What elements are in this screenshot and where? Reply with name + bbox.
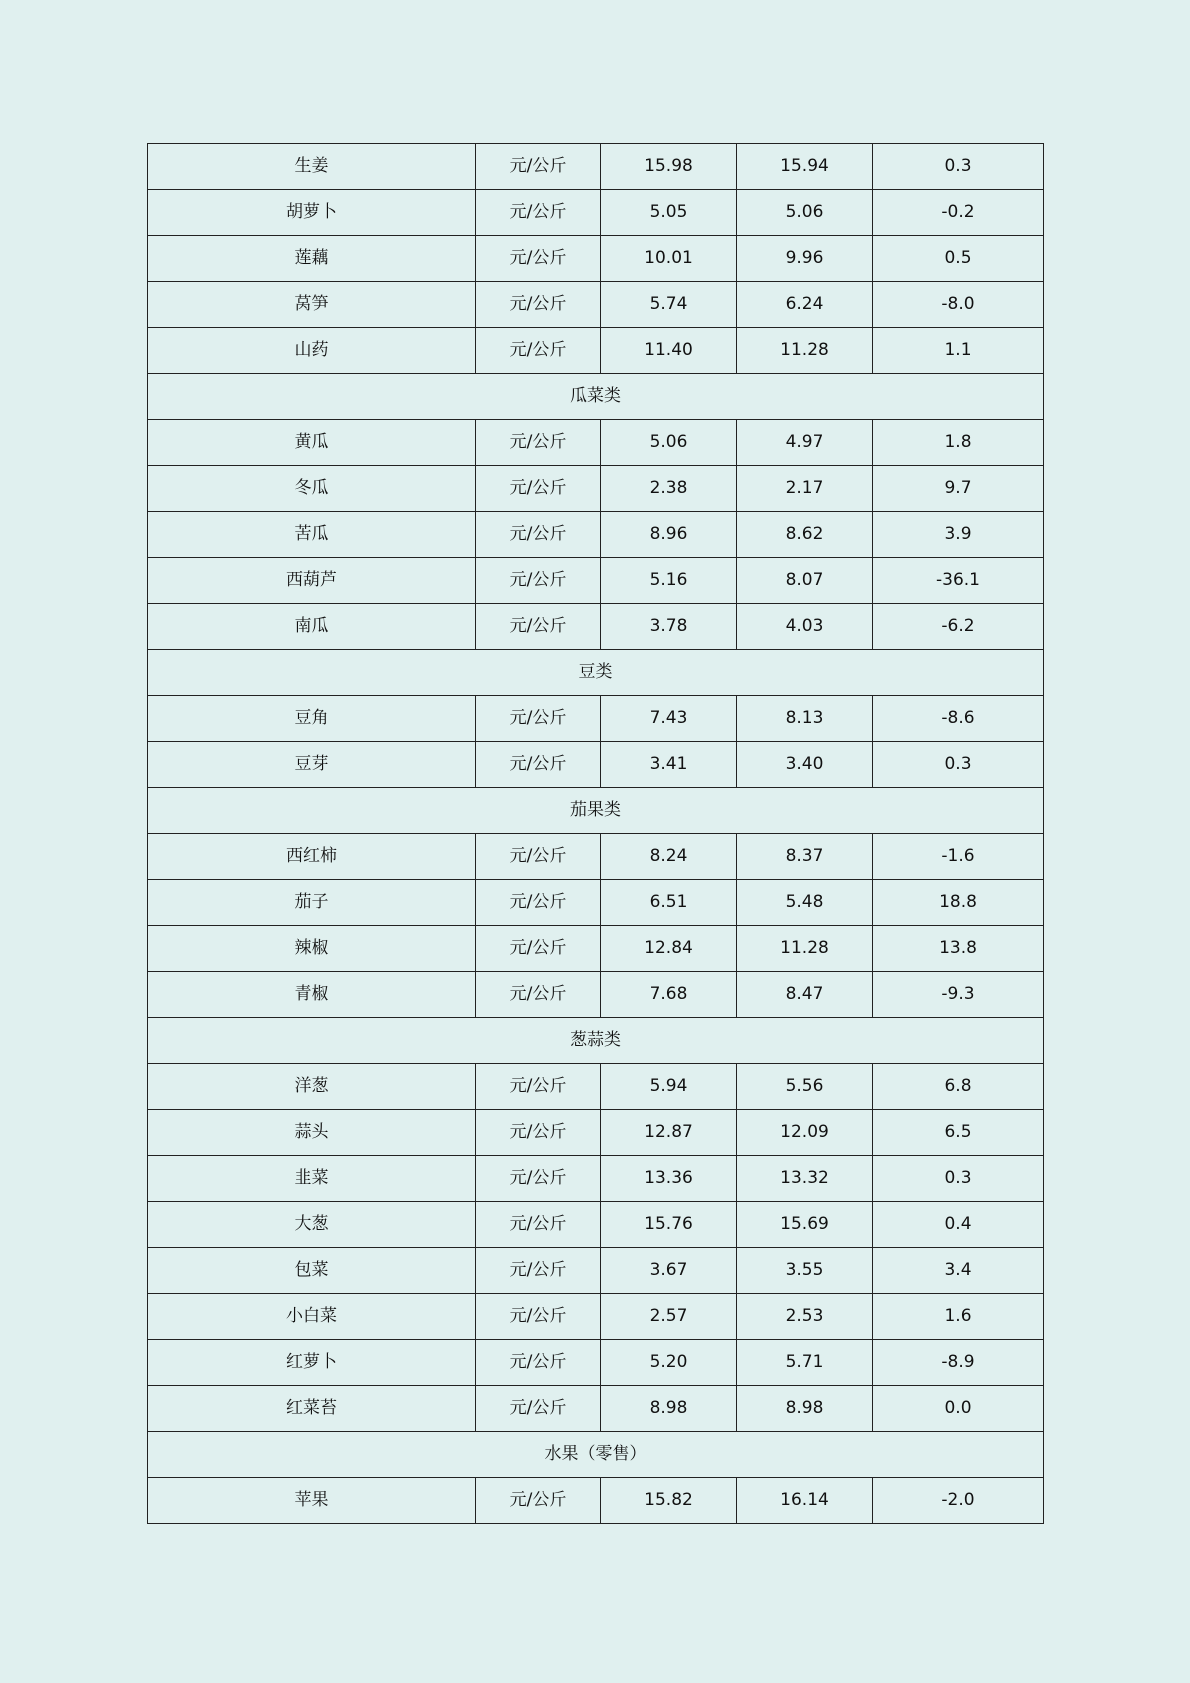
change-percent-cell: 1.8 — [873, 420, 1044, 466]
previous-price-cell: 4.03 — [737, 604, 873, 650]
price-table-body — [148, 144, 1044, 1524]
previous-price-cell: 4.97 — [737, 420, 873, 466]
change-percent-cell: 1.6 — [873, 1294, 1044, 1340]
table-row — [148, 144, 1044, 190]
previous-price-cell: 15.69 — [737, 1202, 873, 1248]
previous-price-cell: 5.71 — [737, 1340, 873, 1386]
unit-cell: 元/公斤 — [476, 420, 601, 466]
current-price-cell: 10.01 — [601, 236, 737, 282]
previous-price-cell: 15.94 — [737, 144, 873, 190]
current-price-cell: 5.74 — [601, 282, 737, 328]
current-price-cell: 5.20 — [601, 1340, 737, 1386]
unit-cell: 元/公斤 — [476, 1064, 601, 1110]
unit-cell: 元/公斤 — [476, 558, 601, 604]
unit-cell: 元/公斤 — [476, 742, 601, 788]
change-percent-cell: -1.6 — [873, 834, 1044, 880]
item-name-cell: 山药 — [148, 328, 476, 374]
item-name-cell: 韭菜 — [148, 1156, 476, 1202]
table-row — [148, 1294, 1044, 1340]
current-price-cell: 8.24 — [601, 834, 737, 880]
item-name-cell: 豆芽 — [148, 742, 476, 788]
previous-price-cell: 12.09 — [737, 1110, 873, 1156]
current-price-cell: 5.06 — [601, 420, 737, 466]
current-price-cell: 3.41 — [601, 742, 737, 788]
previous-price-cell: 8.47 — [737, 972, 873, 1018]
current-price-cell: 6.51 — [601, 880, 737, 926]
unit-cell: 元/公斤 — [476, 1478, 601, 1524]
current-price-cell: 7.43 — [601, 696, 737, 742]
current-price-cell: 12.87 — [601, 1110, 737, 1156]
current-price-cell: 2.57 — [601, 1294, 737, 1340]
current-price-cell: 2.38 — [601, 466, 737, 512]
category-label: 水果（零售） — [148, 1432, 1044, 1478]
table-row — [148, 1386, 1044, 1432]
table-row — [148, 972, 1044, 1018]
unit-cell: 元/公斤 — [476, 144, 601, 190]
change-percent-cell: 0.5 — [873, 236, 1044, 282]
unit-cell: 元/公斤 — [476, 1340, 601, 1386]
item-name-cell: 南瓜 — [148, 604, 476, 650]
item-name-cell: 黄瓜 — [148, 420, 476, 466]
previous-price-cell: 8.98 — [737, 1386, 873, 1432]
change-percent-cell: -2.0 — [873, 1478, 1044, 1524]
change-percent-cell: 9.7 — [873, 466, 1044, 512]
unit-cell: 元/公斤 — [476, 512, 601, 558]
previous-price-cell: 5.06 — [737, 190, 873, 236]
previous-price-cell: 11.28 — [737, 328, 873, 374]
current-price-cell: 7.68 — [601, 972, 737, 1018]
table-row — [148, 1340, 1044, 1386]
item-name-cell: 洋葱 — [148, 1064, 476, 1110]
change-percent-cell: -6.2 — [873, 604, 1044, 650]
item-name-cell: 小白菜 — [148, 1294, 476, 1340]
change-percent-cell: 0.0 — [873, 1386, 1044, 1432]
previous-price-cell: 5.56 — [737, 1064, 873, 1110]
previous-price-cell: 3.55 — [737, 1248, 873, 1294]
table-row — [148, 1064, 1044, 1110]
current-price-cell: 12.84 — [601, 926, 737, 972]
item-name-cell: 苦瓜 — [148, 512, 476, 558]
table-row — [148, 466, 1044, 512]
change-percent-cell: 3.9 — [873, 512, 1044, 558]
category-label: 葱蒜类 — [148, 1018, 1044, 1064]
unit-cell: 元/公斤 — [476, 1248, 601, 1294]
category-row — [148, 374, 1044, 420]
item-name-cell: 西红柿 — [148, 834, 476, 880]
previous-price-cell: 9.96 — [737, 236, 873, 282]
item-name-cell: 生姜 — [148, 144, 476, 190]
unit-cell: 元/公斤 — [476, 972, 601, 1018]
unit-cell: 元/公斤 — [476, 926, 601, 972]
table-row — [148, 1478, 1044, 1524]
category-row — [148, 1018, 1044, 1064]
table-row — [148, 558, 1044, 604]
price-table — [147, 143, 1044, 1524]
current-price-cell: 5.16 — [601, 558, 737, 604]
change-percent-cell: -36.1 — [873, 558, 1044, 604]
item-name-cell: 红菜苔 — [148, 1386, 476, 1432]
current-price-cell: 15.98 — [601, 144, 737, 190]
category-label: 瓜菜类 — [148, 374, 1044, 420]
unit-cell: 元/公斤 — [476, 696, 601, 742]
item-name-cell: 青椒 — [148, 972, 476, 1018]
change-percent-cell: -8.0 — [873, 282, 1044, 328]
unit-cell: 元/公斤 — [476, 834, 601, 880]
unit-cell: 元/公斤 — [476, 236, 601, 282]
change-percent-cell: 13.8 — [873, 926, 1044, 972]
table-row — [148, 880, 1044, 926]
current-price-cell: 8.98 — [601, 1386, 737, 1432]
previous-price-cell: 13.32 — [737, 1156, 873, 1202]
unit-cell: 元/公斤 — [476, 604, 601, 650]
item-name-cell: 莴笋 — [148, 282, 476, 328]
item-name-cell: 包菜 — [148, 1248, 476, 1294]
item-name-cell: 莲藕 — [148, 236, 476, 282]
current-price-cell: 8.96 — [601, 512, 737, 558]
previous-price-cell: 8.37 — [737, 834, 873, 880]
table-row — [148, 834, 1044, 880]
unit-cell: 元/公斤 — [476, 190, 601, 236]
table-row — [148, 696, 1044, 742]
current-price-cell: 5.05 — [601, 190, 737, 236]
change-percent-cell: 1.1 — [873, 328, 1044, 374]
current-price-cell: 5.94 — [601, 1064, 737, 1110]
current-price-cell: 15.82 — [601, 1478, 737, 1524]
current-price-cell: 13.36 — [601, 1156, 737, 1202]
previous-price-cell: 16.14 — [737, 1478, 873, 1524]
item-name-cell: 冬瓜 — [148, 466, 476, 512]
unit-cell: 元/公斤 — [476, 1294, 601, 1340]
current-price-cell: 11.40 — [601, 328, 737, 374]
previous-price-cell: 8.07 — [737, 558, 873, 604]
previous-price-cell: 6.24 — [737, 282, 873, 328]
change-percent-cell: 3.4 — [873, 1248, 1044, 1294]
unit-cell: 元/公斤 — [476, 1386, 601, 1432]
item-name-cell: 茄子 — [148, 880, 476, 926]
table-row — [148, 604, 1044, 650]
previous-price-cell: 8.62 — [737, 512, 873, 558]
change-percent-cell: -8.9 — [873, 1340, 1044, 1386]
previous-price-cell: 11.28 — [737, 926, 873, 972]
table-row — [148, 190, 1044, 236]
table-row — [148, 742, 1044, 788]
unit-cell: 元/公斤 — [476, 466, 601, 512]
change-percent-cell: -0.2 — [873, 190, 1044, 236]
table-row — [148, 236, 1044, 282]
unit-cell: 元/公斤 — [476, 1110, 601, 1156]
unit-cell: 元/公斤 — [476, 1156, 601, 1202]
category-row — [148, 788, 1044, 834]
unit-cell: 元/公斤 — [476, 282, 601, 328]
table-row — [148, 1156, 1044, 1202]
previous-price-cell: 5.48 — [737, 880, 873, 926]
item-name-cell: 西葫芦 — [148, 558, 476, 604]
table-row — [148, 282, 1044, 328]
current-price-cell: 3.67 — [601, 1248, 737, 1294]
table-row — [148, 512, 1044, 558]
change-percent-cell: 18.8 — [873, 880, 1044, 926]
table-row — [148, 1248, 1044, 1294]
category-label: 豆类 — [148, 650, 1044, 696]
unit-cell: 元/公斤 — [476, 328, 601, 374]
item-name-cell: 大葱 — [148, 1202, 476, 1248]
previous-price-cell: 8.13 — [737, 696, 873, 742]
unit-cell: 元/公斤 — [476, 880, 601, 926]
item-name-cell: 豆角 — [148, 696, 476, 742]
item-name-cell: 胡萝卜 — [148, 190, 476, 236]
previous-price-cell: 3.40 — [737, 742, 873, 788]
category-label: 茄果类 — [148, 788, 1044, 834]
change-percent-cell: -9.3 — [873, 972, 1044, 1018]
item-name-cell: 辣椒 — [148, 926, 476, 972]
table-row — [148, 420, 1044, 466]
change-percent-cell: 6.5 — [873, 1110, 1044, 1156]
change-percent-cell: 0.4 — [873, 1202, 1044, 1248]
item-name-cell: 红萝卜 — [148, 1340, 476, 1386]
change-percent-cell: 0.3 — [873, 1156, 1044, 1202]
unit-cell: 元/公斤 — [476, 1202, 601, 1248]
change-percent-cell: 6.8 — [873, 1064, 1044, 1110]
previous-price-cell: 2.53 — [737, 1294, 873, 1340]
category-row — [148, 1432, 1044, 1478]
category-row — [148, 650, 1044, 696]
current-price-cell: 3.78 — [601, 604, 737, 650]
change-percent-cell: -8.6 — [873, 696, 1044, 742]
item-name-cell: 蒜头 — [148, 1110, 476, 1156]
current-price-cell: 15.76 — [601, 1202, 737, 1248]
table-row — [148, 328, 1044, 374]
change-percent-cell: 0.3 — [873, 742, 1044, 788]
item-name-cell: 苹果 — [148, 1478, 476, 1524]
previous-price-cell: 2.17 — [737, 466, 873, 512]
table-row — [148, 1202, 1044, 1248]
table-row — [148, 926, 1044, 972]
change-percent-cell: 0.3 — [873, 144, 1044, 190]
table-row — [148, 1110, 1044, 1156]
